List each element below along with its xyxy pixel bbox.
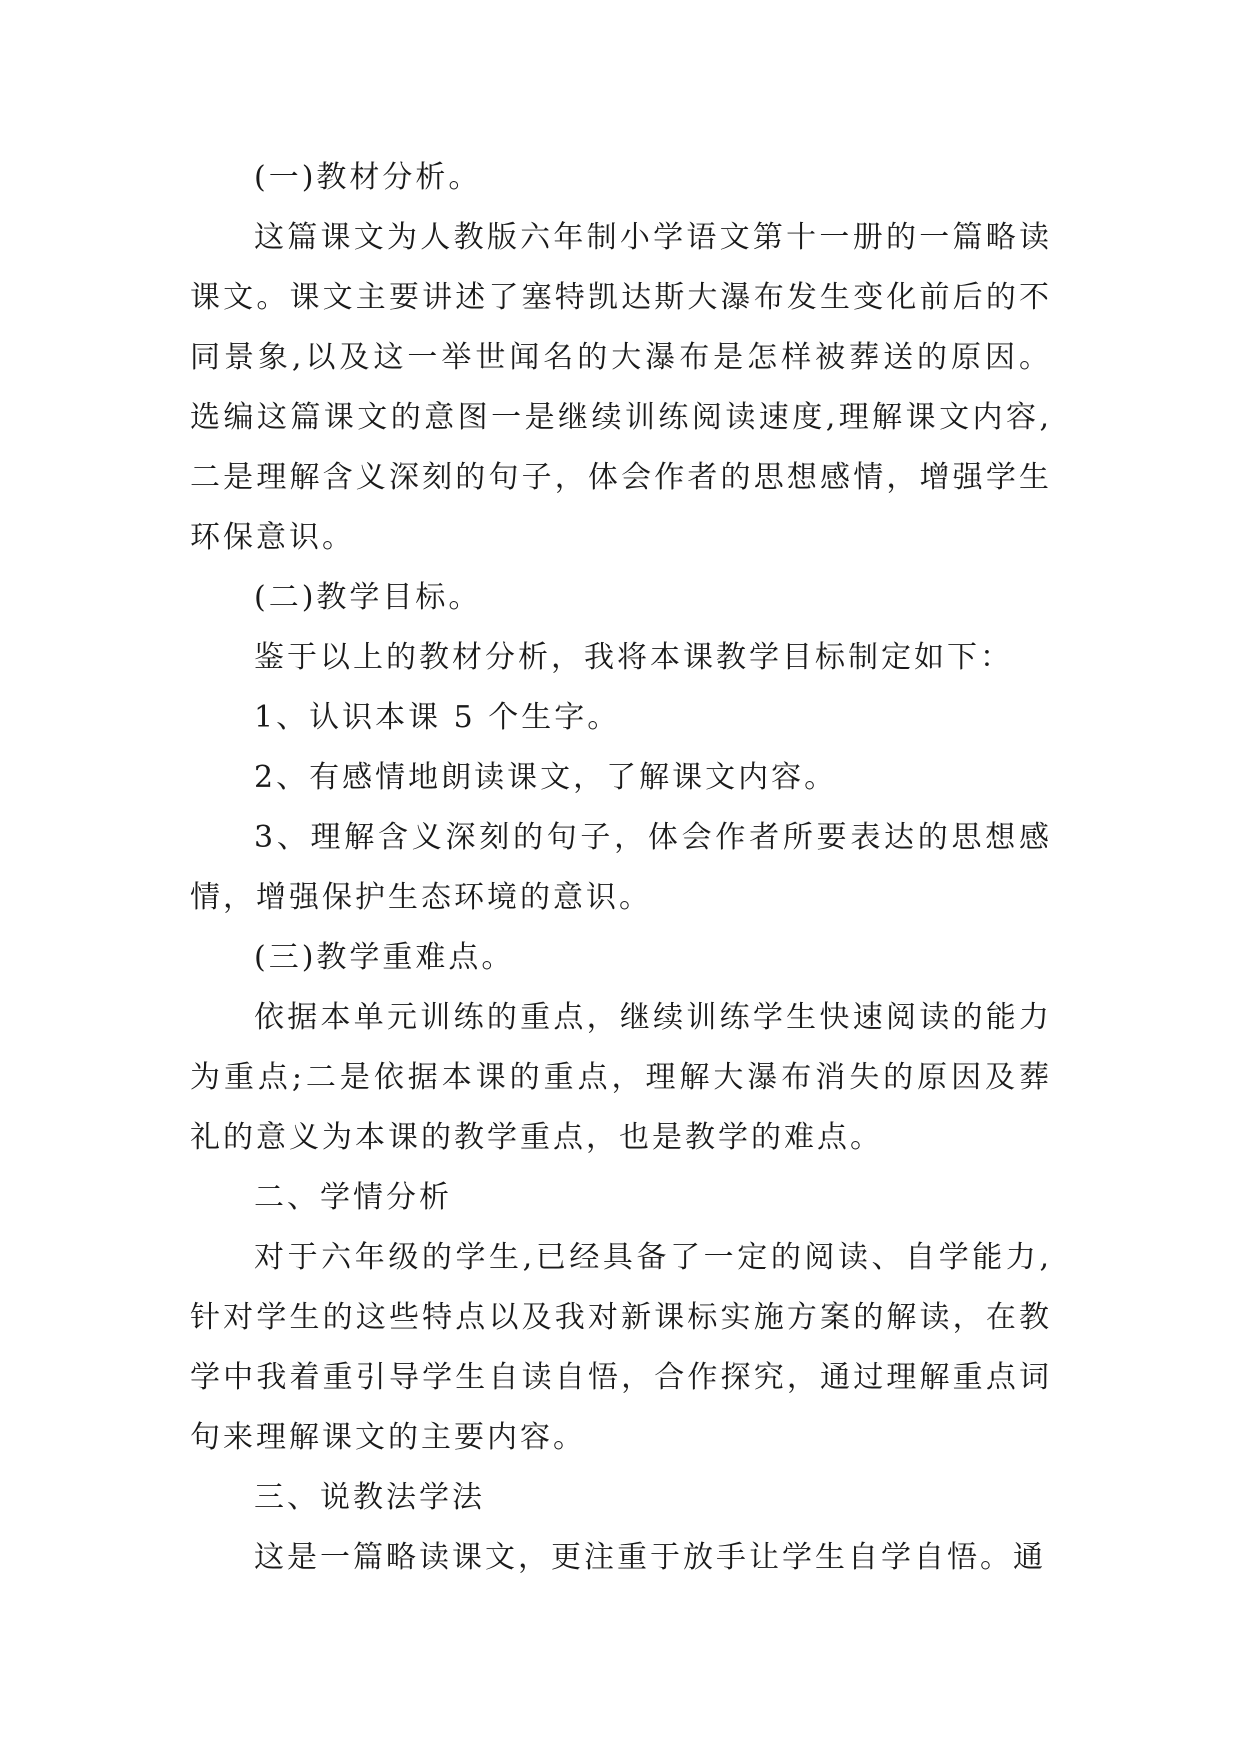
paragraph-student-analysis: 对于六年级的学生,已经具备了一定的阅读、自学能力,针对学生的这些特点以及我对新课标实施方案的解读，在教学中我着重引导学生自读自悟，合作探究，通过理解重点词句来理解课文的主要内容。 — [190, 1240, 1052, 1455]
heading-key-difficulties: (三)教学重难点。 — [254, 940, 515, 975]
goal-item-3: 3、理解含义深刻的句子，体会作者所要表达的思想感情，增强保护生态环境的意识。 — [190, 820, 1052, 915]
heading-student-analysis: 二、学情分析 — [254, 1180, 452, 1215]
document-body — [190, 148, 1052, 1588]
heading-teaching-methods: 三、说教法学法 — [254, 1480, 485, 1515]
goal-item-1: 1、认识本课 5 个生字。 — [254, 700, 621, 735]
paragraph-textbook-analysis: 这篇课文为人教版六年制小学语文第十一册的一篇略读课文。课文主要讲述了塞特凯达斯大瀑布发生变化前后的不同景象,以及这一举世闻名的大瀑布是怎样被葬送的原因。选编这篇课文的意图一是继续训练阅读速度,理解课文内容,二是理解含义深刻的句子，体会作者的思想感情，增强学生环保意识。 — [190, 220, 1052, 555]
paragraph-goals-intro: 鉴于以上的教材分析，我将本课教学目标制定如下： — [254, 640, 1013, 675]
paragraph-key-difficulties: 依据本单元训练的重点，继续训练学生快速阅读的能力为重点;二是依据本课的重点，理解大瀑布消失的原因及葬礼的意义为本课的教学重点，也是教学的难点。 — [190, 1000, 1052, 1155]
heading-teaching-goals: (二)教学目标。 — [254, 580, 482, 615]
heading-textbook-analysis: (一)教材分析。 — [254, 160, 482, 195]
paragraph-teaching-methods: 这是一篇略读课文，更注重于放手让学生自学自悟。通 — [254, 1540, 1046, 1575]
goal-item-2: 2、有感情地朗读课文，了解课文内容。 — [254, 760, 838, 795]
